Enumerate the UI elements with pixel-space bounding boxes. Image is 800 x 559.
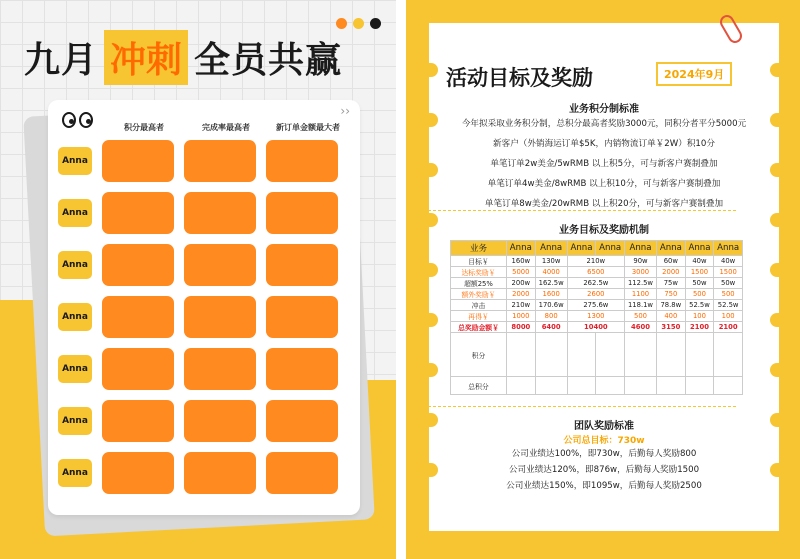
rules-title: 活动目标及奖励 <box>446 65 593 90</box>
table-header: Anna <box>567 241 596 256</box>
table-cell: 210w <box>507 300 536 311</box>
table-cell: 1600 <box>535 289 567 300</box>
leaderboard-row <box>58 244 338 286</box>
score-cell <box>102 452 174 494</box>
table-cell: 1500 <box>714 267 743 278</box>
table-cell: 50w <box>714 278 743 289</box>
eyes-icon <box>62 112 93 128</box>
score-cell <box>184 192 256 234</box>
target-table <box>450 240 743 395</box>
title-part2: 全员共赢 <box>194 39 343 81</box>
table-cell: 118.1w <box>624 300 656 311</box>
table-cell: 75w <box>657 278 686 289</box>
table-row <box>451 267 743 278</box>
leaderboard-card <box>48 100 360 515</box>
column-header: 完成率最高者 <box>202 123 250 132</box>
divider <box>428 210 736 211</box>
table-cell: 78.8w <box>657 300 686 311</box>
chevron-right-icon: ›› <box>340 104 350 118</box>
name-tag: Anna <box>58 303 92 331</box>
table-header: Anna <box>596 241 625 256</box>
table-cell: 2100 <box>714 322 743 333</box>
black-dot <box>370 18 381 29</box>
score-cell <box>266 452 338 494</box>
table-cell: 130w <box>535 256 567 267</box>
rule-line: 单笔订单4w美金/8wRMB 以上积10分，可与新客户赛制叠加 <box>487 179 721 189</box>
table-row <box>451 300 743 311</box>
table-cell: 60w <box>657 256 686 267</box>
score-cell <box>102 140 174 182</box>
score-cell <box>102 192 174 234</box>
row-label: 积分 <box>451 333 507 377</box>
row-label: 额外奖励￥ <box>451 289 507 300</box>
table-cell: 500 <box>685 289 714 300</box>
table-cell: 3150 <box>657 322 686 333</box>
score-cell <box>184 140 256 182</box>
name-tag: Anna <box>58 355 92 383</box>
table-row <box>451 278 743 289</box>
divider <box>428 406 736 407</box>
points-section-title: 业务积分制标准 <box>569 104 639 115</box>
table-cell: 800 <box>535 311 567 322</box>
team-section-title: 团队奖励标准 <box>574 421 634 432</box>
name-tag: Anna <box>58 459 92 487</box>
table-cell: 10400 <box>567 322 624 333</box>
table-cell: 100 <box>714 311 743 322</box>
score-cell <box>102 348 174 390</box>
table-cell: 400 <box>657 311 686 322</box>
title-part1: 九月 <box>24 39 99 81</box>
leaderboard-panel <box>0 0 396 559</box>
leaderboard-row <box>58 452 338 494</box>
table-cell: 1000 <box>507 311 536 322</box>
table-row <box>451 333 743 377</box>
table-cell: 90w <box>624 256 656 267</box>
score-cell <box>184 348 256 390</box>
target-section-title: 业务目标及奖励机制 <box>559 225 649 236</box>
table-cell: 160w <box>507 256 536 267</box>
score-cell <box>184 296 256 338</box>
table-header: Anna <box>535 241 567 256</box>
table-cell: 200w <box>507 278 536 289</box>
yellow-dot <box>353 18 364 29</box>
rule-line: 今年拟采取业务积分制，总积分最高者奖励3000元，同积分者平分5000元 <box>461 119 747 129</box>
table-cell: 2600 <box>567 289 624 300</box>
score-cell <box>184 244 256 286</box>
table-cell: 500 <box>624 311 656 322</box>
table-cell: 52.5w <box>685 300 714 311</box>
title-highlight: 冲刺 <box>104 30 188 85</box>
rules-panel <box>406 0 800 559</box>
row-label: 冲击 <box>451 300 507 311</box>
table-cell: 4600 <box>624 322 656 333</box>
table-header: Anna <box>657 241 686 256</box>
table-cell: 275.6w <box>567 300 624 311</box>
page-title <box>24 30 342 85</box>
score-cell <box>266 140 338 182</box>
table-cell: 162.5w <box>535 278 567 289</box>
table-cell: 112.5w <box>624 278 656 289</box>
score-cell <box>102 296 174 338</box>
row-label: 总积分 <box>451 377 507 395</box>
row-label: 目标￥ <box>451 256 507 267</box>
table-cell: 1500 <box>685 267 714 278</box>
row-label: 达标奖励￥ <box>451 267 507 278</box>
orange-dot <box>336 18 347 29</box>
table-cell: 1100 <box>624 289 656 300</box>
table-cell: 170.6w <box>535 300 567 311</box>
row-label: 总奖励金额￥ <box>451 322 507 333</box>
rule-line: 新客户（外销海运订单$5K，内销物流订单￥2W）积10分 <box>493 139 715 149</box>
table-row <box>451 289 743 300</box>
rule-line: 单笔订单2w美金/5wRMB 以上积5分，可与新客户赛制叠加 <box>490 159 718 169</box>
team-rules <box>428 446 780 494</box>
table-cell: 5000 <box>507 267 536 278</box>
table-header: Anna <box>507 241 536 256</box>
table-cell: 262.5w <box>567 278 624 289</box>
team-target: 公司总目标：730w <box>563 436 645 446</box>
table-cell: 40w <box>714 256 743 267</box>
table-cell: 3000 <box>624 267 656 278</box>
rule-line: 单笔订单8w美金/20wRMB 以上积20分，可与新客户赛制叠加 <box>484 199 724 209</box>
table-cell: 500 <box>714 289 743 300</box>
table-row <box>451 311 743 322</box>
table-header-row <box>451 241 743 256</box>
score-cell <box>266 400 338 442</box>
rule-line: 公司业绩达100%，即730w，后勤每人奖励800 <box>511 449 697 459</box>
table-cell: 6400 <box>535 322 567 333</box>
table-cell: 4000 <box>535 267 567 278</box>
table-header: 业务 <box>451 241 507 256</box>
row-label: 超额25% <box>451 278 507 289</box>
table-cell: 6500 <box>567 267 624 278</box>
decor-dots <box>336 18 381 29</box>
table-cell: 750 <box>657 289 686 300</box>
score-cell <box>102 400 174 442</box>
name-tag: Anna <box>58 199 92 227</box>
table-cell: 50w <box>685 278 714 289</box>
score-cell <box>184 400 256 442</box>
score-cell <box>102 244 174 286</box>
table-row <box>451 322 743 333</box>
table-cell: 2100 <box>685 322 714 333</box>
points-rules <box>428 114 780 214</box>
table-cell: 1300 <box>567 311 624 322</box>
row-label: 再得￥ <box>451 311 507 322</box>
rule-line: 公司业绩达120%，即876w，后勤每人奖励1500 <box>508 465 700 475</box>
date-badge: 2024年9月 <box>656 62 732 86</box>
table-cell: 2000 <box>657 267 686 278</box>
rule-line: 公司业绩达150%，即1095w，后勤每人奖励2500 <box>506 481 702 491</box>
table-cell: 2000 <box>507 289 536 300</box>
table-row <box>451 256 743 267</box>
table-row <box>451 377 743 395</box>
leaderboard-row <box>58 348 338 390</box>
table-cell: 8000 <box>507 322 536 333</box>
table-header: Anna <box>685 241 714 256</box>
score-cell <box>266 244 338 286</box>
score-cell <box>266 348 338 390</box>
table-header: Anna <box>714 241 743 256</box>
table-header: Anna <box>624 241 656 256</box>
column-header: 积分最高者 <box>124 123 164 132</box>
table-cell: 210w <box>567 256 624 267</box>
table-cell: 52.5w <box>714 300 743 311</box>
name-tag: Anna <box>58 147 92 175</box>
column-header: 新订单金额最大者 <box>276 123 340 132</box>
score-cell <box>184 452 256 494</box>
table-cell: 40w <box>685 256 714 267</box>
name-tag: Anna <box>58 251 92 279</box>
table-cell: 100 <box>685 311 714 322</box>
leaderboard-row <box>58 296 338 338</box>
leaderboard-row <box>58 400 338 442</box>
score-cell <box>266 192 338 234</box>
name-tag: Anna <box>58 407 92 435</box>
leaderboard-row <box>58 192 338 234</box>
score-cell <box>266 296 338 338</box>
leaderboard-row <box>58 140 338 182</box>
